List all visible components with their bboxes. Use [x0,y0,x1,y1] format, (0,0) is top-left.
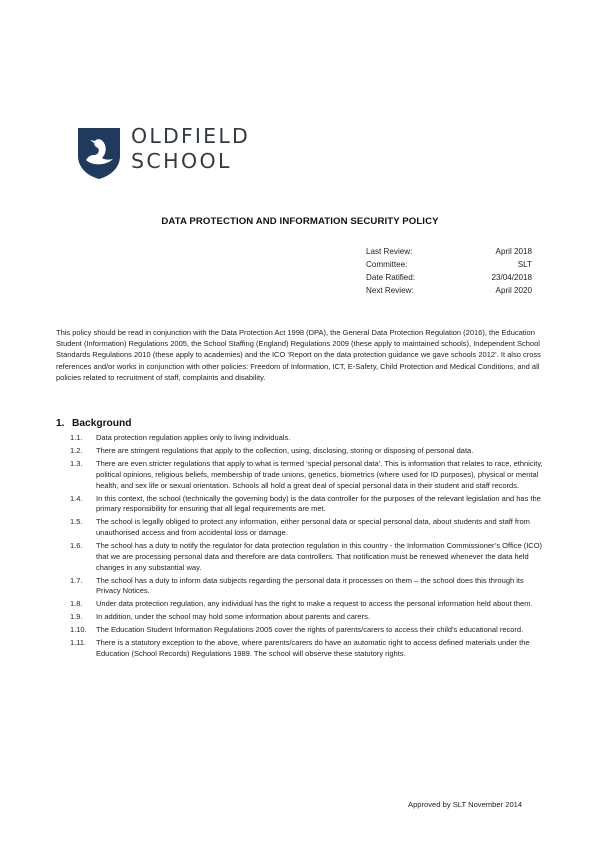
review-label: Last Review: [366,247,413,256]
item-text: The school is legally obliged to protect any information, either personal data or special personal data, about students and staff from unauthorised access and from accidental loss or damage. [96,517,530,538]
review-label: Date Ratified: [366,273,416,282]
review-value: April 2018 [495,247,532,256]
list-item [70,612,548,623]
item-text: Under data protection regulation, any individual has the right to make a request to access the personal information held about them. [96,599,533,609]
list-item [70,599,548,610]
review-row [366,284,532,297]
school-name [131,126,250,171]
review-value: 23/04/2018 [491,273,532,282]
review-value: SLT [517,260,532,269]
list-item [70,576,548,598]
item-text: In addition, under the school may hold some information about parents and carers. [96,612,370,622]
list-item [70,459,548,491]
review-row [366,258,532,271]
item-number: 1.3. [70,458,83,468]
item-text: Data protection regulation applies only to living individuals. [96,433,291,442]
item-text: There are stringent regulations that apply to the collection, using, disclosing, storing or disposing of personal data. [96,445,474,455]
item-number: 1.1. [70,433,83,442]
item-number: 1.8. [70,599,83,609]
review-row [366,271,532,284]
list-item [70,494,548,516]
item-number: 1.11. [70,638,87,648]
review-label: Committee: [366,260,408,269]
item-number: 1.9. [70,612,83,622]
list-item [70,433,548,444]
list-item [70,446,548,457]
item-number: 1.2. [70,445,83,455]
list-item [70,541,548,573]
item-text: The Education Student Information Regulations 2005 cover the rights of parents/carers to access their child’s educational record. [96,625,524,635]
review-value: April 2020 [495,286,532,295]
list-item [70,638,548,660]
item-text: The school has a duty to notify the regulator for data protection regulation in this country - the Information Commissioner’s Office (ICO) that we are processing personal data and therefore are data controllers. That notification must be renewed whenever the data held changes in any substantial way. [96,541,543,572]
list-item [70,517,548,539]
school-name-line2: SCHOOL [131,148,232,173]
approval-footer: Approved by SLT November 2014 [408,800,523,809]
item-text: The school has a duty to inform data subjects regarding the personal data it processes on them – the school does this through its Privacy Notices. [96,575,524,596]
item-number: 1.7. [70,575,83,585]
item-text: There are even stricter regulations that apply to what is termed ‘special personal data’. This is information that relates to race, ethnicity, political opinions, religious beliefs, membership of trade unions, genetics, biometrics (where used for ID purposes), physical or mental health, and sex life or sexual orientation. Schools all hold a great deal of special personal data in their student and staff records. [96,458,543,490]
section-heading [56,418,131,429]
item-text: In this context, the school (technically the governing body) is the data controller for the purposes of the relevant legislation and has the primary responsibility for ensuring that all legal requirements are met. [96,493,541,514]
review-table [366,245,532,297]
section-number: 1. [56,418,65,429]
numbered-list [70,433,548,662]
section-title: Background [72,418,132,429]
item-number: 1.6. [70,541,83,551]
review-row [366,245,532,258]
intro-paragraph: This policy should be read in conjunction with the Data Protection Act 1998 (DPA), the General Data Protection Regulation (2016), the Education Student (Information) Regulations 2005, the School Staffing (England) Regulations 2009 (these apply to maintained schools), Independent School Standards Regulations 2010 (these apply to academies) and the ICO ‘Report on the data protection guidance we gave schools 2012’. It also cross references and/or works in conjunction with other policies: Freedom of Information, ICT, E-Safety, Child Protection and Medical Conditions, and all policies related to recruitment of staff, complaints and disability. [56,328,541,382]
school-logo [76,126,256,182]
item-number: 1.10. [70,625,87,635]
swan-shield-icon [76,126,122,180]
item-number: 1.5. [70,517,83,527]
list-item [70,625,548,636]
school-name-line1: OLDFIELD [131,124,250,148]
item-text: There is a statutory exception to the above, where parents/carers do have an automatic right to access defined materials under the Education (School Records) Regulations 1989. The school will observe these statutory rights. [96,638,530,659]
document-title: DATA PROTECTION AND INFORMATION SECURITY POLICY [161,216,439,227]
review-label: Next Review: [366,286,414,295]
item-number: 1.4. [70,493,83,503]
